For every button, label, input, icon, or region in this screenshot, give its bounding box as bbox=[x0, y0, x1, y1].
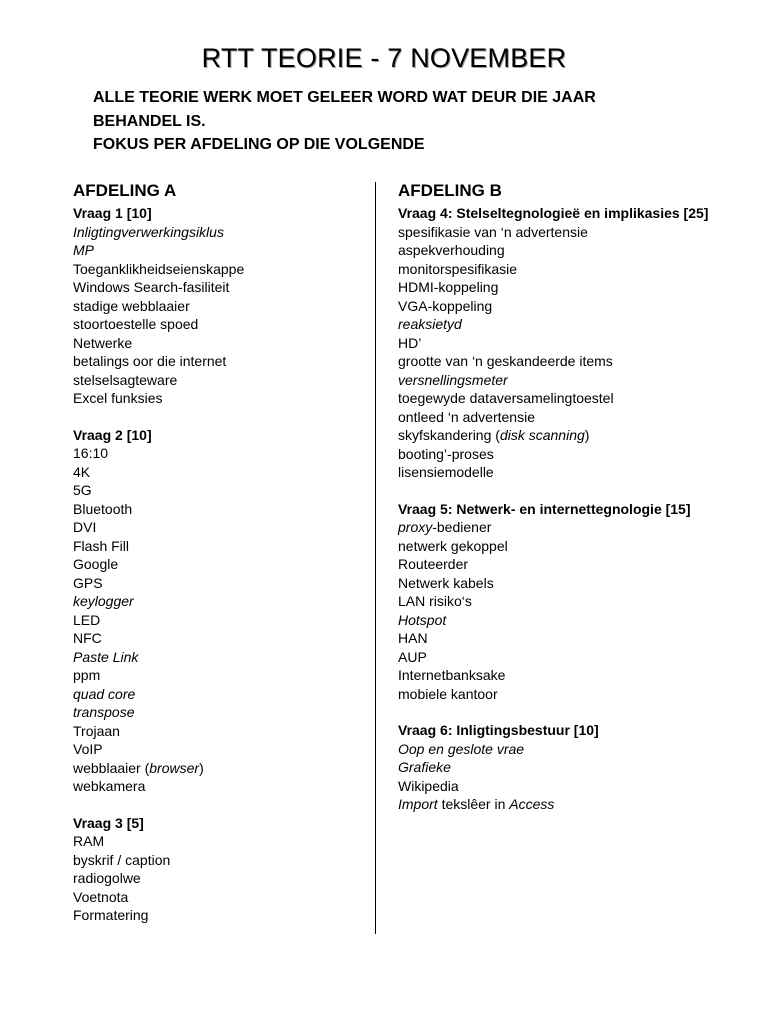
list-item bbox=[73, 740, 353, 759]
list-item bbox=[73, 223, 353, 242]
item-text: netwerk gekoppel bbox=[398, 537, 508, 554]
list-item bbox=[398, 334, 758, 353]
list-item bbox=[398, 278, 758, 297]
list-item bbox=[398, 389, 758, 408]
list-item bbox=[73, 389, 353, 408]
item-text: ) bbox=[199, 759, 204, 776]
item-text: Routeerder bbox=[398, 556, 469, 572]
list-item bbox=[73, 481, 353, 500]
list-item bbox=[73, 278, 353, 297]
item-text: NFC bbox=[73, 630, 102, 646]
item-text: Voetnota bbox=[73, 888, 129, 905]
list-item bbox=[73, 297, 353, 316]
item-text-italic: reaksietyd bbox=[398, 316, 462, 332]
item-text: stadige webblaaier bbox=[73, 297, 190, 314]
item-text: Netwerke bbox=[73, 334, 133, 351]
item-text-italic: MP bbox=[73, 242, 94, 258]
list-item bbox=[73, 555, 353, 574]
item-text-italic: Paste Link bbox=[73, 648, 139, 665]
list-item bbox=[73, 241, 353, 260]
item-text: tekslêer in bbox=[437, 796, 510, 812]
list-item bbox=[73, 574, 353, 593]
list-item bbox=[73, 518, 353, 537]
item-text: toegewyde dataversamelingtoestel bbox=[398, 390, 614, 406]
item-text: ppm bbox=[73, 667, 101, 683]
item-text: ) bbox=[584, 427, 590, 443]
list-item bbox=[398, 352, 758, 371]
item-text: aspekverhouding bbox=[398, 242, 505, 258]
list-item bbox=[73, 315, 353, 334]
column-divider bbox=[375, 182, 376, 934]
list-item bbox=[398, 463, 758, 482]
item-text-italic: Inligtingverwerkingsiklus bbox=[73, 223, 224, 240]
intro-line: ALLE TEORIE WERK MOET GELEER WORD WAT DEUR DIE JAAR bbox=[93, 89, 596, 106]
list-item bbox=[73, 832, 353, 851]
list-item bbox=[73, 888, 353, 907]
list-item bbox=[398, 611, 758, 630]
list-item bbox=[398, 408, 758, 427]
question-title: Vraag 1 [10] bbox=[73, 205, 152, 221]
question-title: Vraag 3 [5] bbox=[73, 814, 144, 831]
list-item bbox=[73, 777, 353, 796]
section-afdeling-a bbox=[73, 180, 353, 925]
list-item bbox=[398, 574, 758, 593]
section-heading: AFDELING B bbox=[398, 181, 502, 200]
item-text: Windows Search-fasiliteit bbox=[73, 279, 230, 295]
item-text: Formatering bbox=[73, 907, 149, 923]
item-text: HD’ bbox=[398, 334, 422, 351]
item-text: Google bbox=[73, 556, 119, 572]
item-text: webblaaier ( bbox=[73, 759, 150, 776]
list-item bbox=[398, 297, 758, 316]
list-item bbox=[398, 315, 758, 334]
list-item bbox=[398, 371, 758, 390]
group-spacer bbox=[73, 796, 353, 814]
list-item bbox=[73, 611, 353, 630]
item-text-italic: quad core bbox=[73, 685, 136, 702]
list-item bbox=[73, 666, 353, 685]
question-title: Vraag 2 [10] bbox=[73, 426, 152, 443]
list-item bbox=[73, 463, 353, 482]
list-item bbox=[398, 777, 758, 796]
intro-line: FOKUS PER AFDELING OP DIE VOLGENDE bbox=[93, 136, 425, 153]
item-text: AUP bbox=[398, 648, 427, 665]
list-item bbox=[398, 426, 758, 445]
item-text-italic: versnellingsmeter bbox=[398, 371, 508, 388]
item-text-italic: Access bbox=[509, 796, 555, 812]
item-text: betalings oor die internet bbox=[73, 353, 227, 369]
item-text: Netwerk kabels bbox=[398, 574, 494, 591]
item-text-italic: proxy bbox=[398, 519, 433, 535]
section-heading: AFDELING A bbox=[73, 181, 177, 200]
item-text: VGA-koppeling bbox=[398, 297, 493, 314]
list-item bbox=[398, 685, 758, 704]
list-item bbox=[398, 592, 758, 611]
item-text: webkamera bbox=[73, 778, 146, 794]
list-item bbox=[73, 906, 353, 925]
section-afdeling-b bbox=[398, 180, 758, 814]
list-item bbox=[398, 241, 758, 260]
item-text: Toeganklikheidseienskappe bbox=[73, 260, 245, 277]
list-item bbox=[398, 445, 758, 464]
item-text: spesifikasie van ‘n advertensie bbox=[398, 223, 588, 240]
item-text: lisensiemodelle bbox=[398, 464, 494, 480]
item-text-italic: Hotspot bbox=[398, 611, 447, 628]
item-text: GPS bbox=[73, 574, 103, 591]
list-item bbox=[73, 629, 353, 648]
item-text: ontleed ‘n advertensie bbox=[398, 408, 535, 425]
item-text: mobiele kantoor bbox=[398, 685, 498, 702]
list-item bbox=[398, 740, 758, 759]
intro-block bbox=[93, 86, 713, 157]
list-item bbox=[398, 555, 758, 574]
list-item bbox=[398, 666, 758, 685]
item-text: booting’-proses bbox=[398, 445, 494, 462]
list-item bbox=[73, 648, 353, 667]
list-item bbox=[398, 223, 758, 242]
list-item bbox=[73, 869, 353, 888]
list-item bbox=[73, 685, 353, 704]
item-text: monitorspesifikasie bbox=[398, 260, 518, 277]
item-text: stoortoestelle spoed bbox=[73, 316, 199, 332]
item-text: 16:10 bbox=[73, 445, 109, 461]
group-spacer bbox=[73, 408, 353, 426]
item-text: Excel funksies bbox=[73, 390, 163, 406]
item-text: LAN risiko‘s bbox=[398, 593, 472, 609]
item-text-italic: Grafieke bbox=[398, 759, 451, 775]
item-text: -bediener bbox=[432, 519, 492, 535]
item-text-italic: transpose bbox=[73, 704, 135, 720]
item-text: 4K bbox=[73, 463, 91, 480]
list-item bbox=[398, 795, 758, 814]
list-item bbox=[73, 537, 353, 556]
list-item bbox=[73, 703, 353, 722]
item-text: Flash Fill bbox=[73, 537, 130, 554]
question-groups bbox=[73, 204, 353, 925]
item-text: 5G bbox=[73, 482, 92, 498]
item-text: grootte van ‘n geskandeerde items bbox=[398, 353, 613, 369]
list-item bbox=[73, 444, 353, 463]
list-item bbox=[398, 629, 758, 648]
list-item bbox=[398, 648, 758, 667]
page-title: RTT TEORIE - 7 NOVEMBER bbox=[201, 43, 567, 73]
item-text-italic: Oop en geslote vrae bbox=[398, 740, 525, 757]
group-spacer bbox=[398, 703, 758, 721]
item-text: Internetbanksake bbox=[398, 667, 506, 683]
item-text: skyfskandering ( bbox=[398, 427, 500, 443]
list-item bbox=[73, 260, 353, 279]
list-item bbox=[73, 334, 353, 353]
item-text-italic: Import bbox=[398, 796, 438, 812]
group-spacer bbox=[398, 482, 758, 500]
list-item bbox=[398, 518, 758, 537]
item-text: Wikipedia bbox=[398, 777, 459, 794]
item-text: Trojaan bbox=[73, 722, 120, 739]
list-item bbox=[73, 759, 353, 778]
question-title: Vraag 6: Inligtingsbestuur [10] bbox=[398, 722, 599, 738]
item-text: radiogolwe bbox=[73, 870, 141, 886]
item-text: DVI bbox=[73, 519, 97, 535]
item-text: LED bbox=[73, 611, 101, 628]
list-item bbox=[73, 851, 353, 870]
item-text: byskrif / caption bbox=[73, 851, 171, 868]
item-text: HAN bbox=[398, 630, 428, 646]
item-text-italic: keylogger bbox=[73, 593, 134, 609]
list-item bbox=[73, 722, 353, 741]
item-text: VoIP bbox=[73, 741, 103, 757]
list-item bbox=[73, 500, 353, 519]
list-item bbox=[73, 352, 353, 371]
item-text: RAM bbox=[73, 833, 105, 849]
question-title: Vraag 4: Stelseltegnologieë en implikasies [25] bbox=[398, 205, 709, 221]
intro-line: BEHANDEL IS. bbox=[93, 112, 206, 130]
item-text: stelselsagteware bbox=[73, 371, 178, 388]
item-text: Bluetooth bbox=[73, 500, 133, 517]
question-title: Vraag 5: Netwerk- en internettegnologie [15] bbox=[398, 500, 691, 517]
item-text: HDMI-koppeling bbox=[398, 279, 499, 295]
item-text-italic: browser bbox=[149, 759, 200, 776]
list-item bbox=[73, 592, 353, 611]
item-text-italic: disk scanning bbox=[499, 427, 585, 443]
question-groups bbox=[398, 204, 758, 814]
list-item bbox=[398, 758, 758, 777]
list-item bbox=[398, 260, 758, 279]
list-item bbox=[398, 537, 758, 556]
list-item bbox=[73, 371, 353, 390]
